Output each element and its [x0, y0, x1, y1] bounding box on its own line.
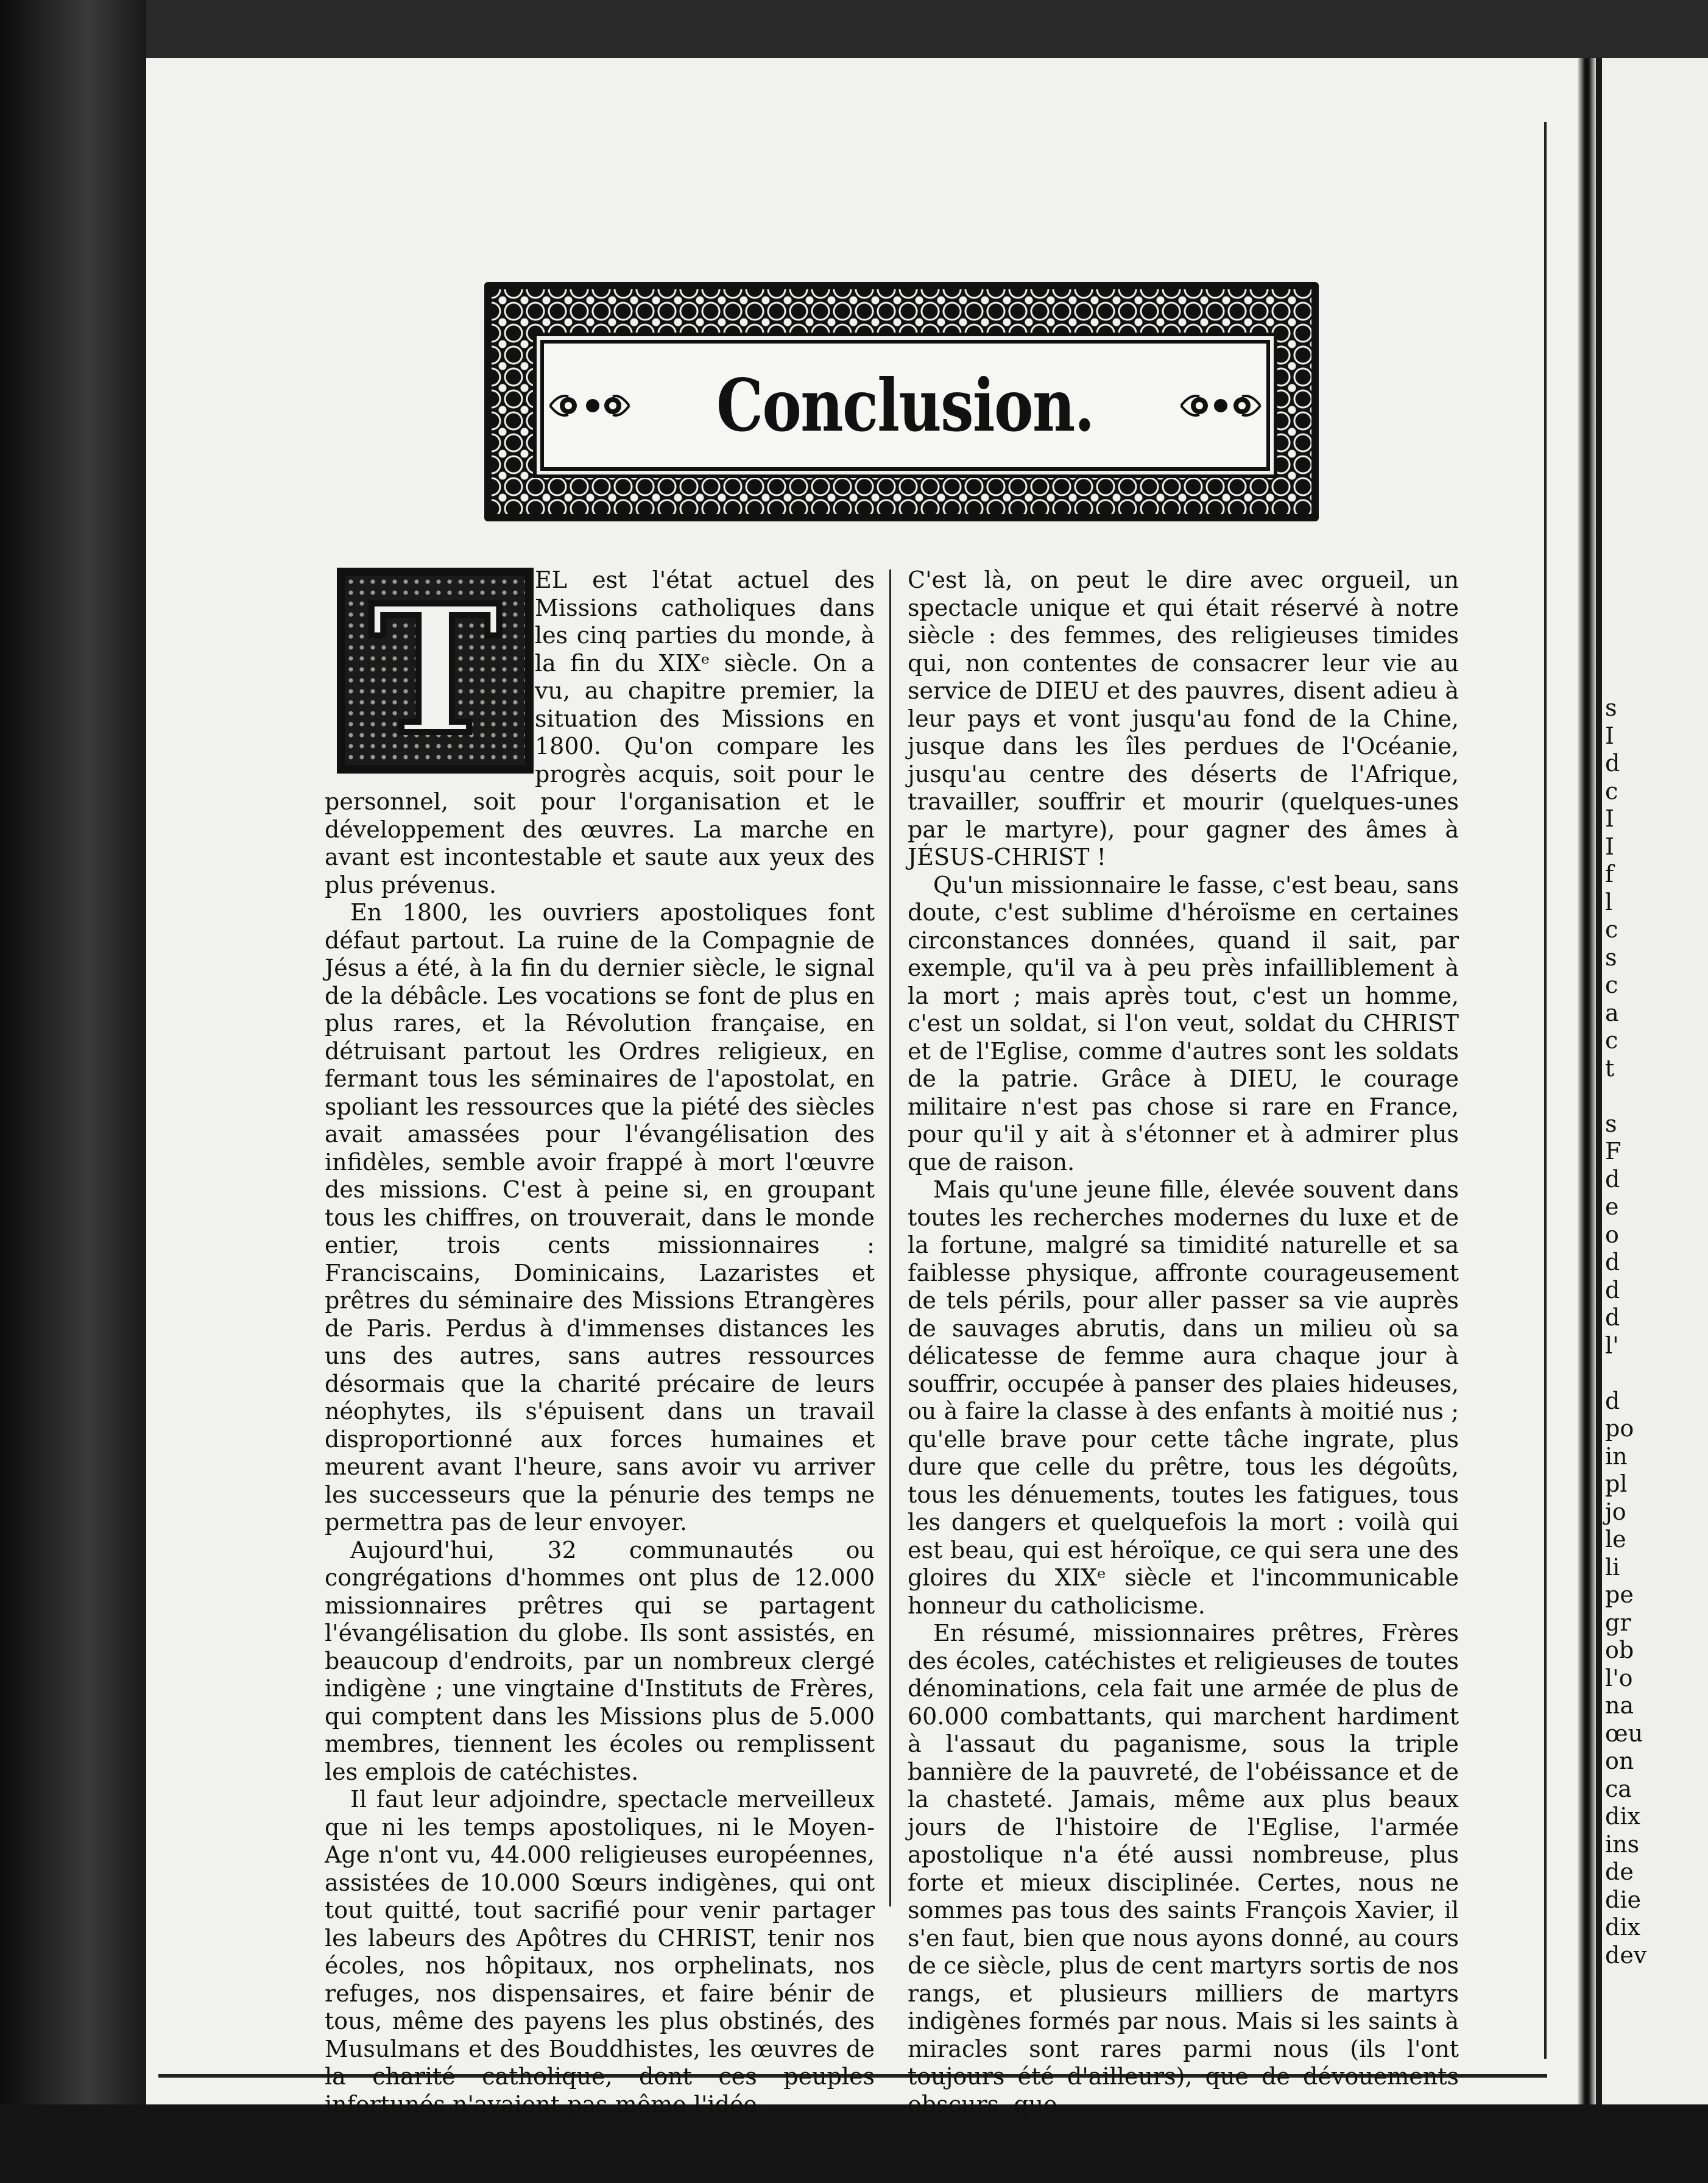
paragraph-2: En 1800, les ouvriers apostoliques font défaut partout. La ruine de la Compagnie de Jésus a été, à la fin du dernier siècle, le signal de la débâcle. Les vocations se font de plus en plus rares, et la Révolution française, en détruisant partout les Ordres religieux, en fermant tous les séminaires de l'apostolat, en spoliant les ressources que la piété des siècles avait amassées pour l'évangélisation des infidèles, semble avoir frappé à mort l'œuvre des missions. C'est à peine si, en groupant tous les chiffres, on trouverait, dans le monde entier, trois cents missionnaires : Franciscains, Dominicains, Lazaristes et prêtres du séminaire des Missions Etrangères de Paris. Perdus à d'immenses distances les uns des autres, sans autres ressources désormais que la charité précaire de leurs néophytes, ils s'épuisent dans un travail disproportionné aux forces humaines et meurent avant l'heure, sans avoir vu arriver les successeurs que la pénurie des temps ne permettra pas de leur envoyer. [325, 899, 875, 1536]
page-title: Conclusion. [716, 363, 1094, 448]
facing-page-text-fragments: s I d c I I f l c s c a c t s F d e o d d d l' d po in pl jo le li pe gr ob l'o na œu on ca dix ins de die dix dev [1605, 694, 1647, 1969]
title-frame [540, 340, 1270, 471]
scan-background-left [0, 0, 146, 2183]
drop-cap [337, 568, 534, 774]
book-gutter [1578, 58, 1596, 2104]
column-divider [889, 570, 891, 1906]
title-banner [484, 282, 1319, 521]
paragraph-4: Il faut leur adjoindre, spectacle merveilleux que ni les temps apostoliques, ni le Moyen-Age n'ont vu, 44.000 religieuses européennes, assistées de 10.000 Sœurs indigènes, qui ont tout quitté, tout sacrifié pour venir partager les labeurs des Apôtres du CHRIST, tenir nos écoles, nos hôpitaux, nos orphelinats, nos refuges, nos dispensaires, et faire bénir de tous, même des payens les plus obstinés, des Musulmans et des Bouddhistes, les œuvres de la charité catholique, dont ces peuples infortunés n'avaient pas même l'idée. [325, 1786, 875, 2118]
ornament-left-icon [547, 384, 632, 427]
ornament-right-icon [1178, 384, 1263, 427]
paragraph-1: EL est l'état actuel des Missions catholiques dans les cinq parties du monde, à la fin du XIXᵉ siècle. On a vu, au chapitre premier, la situation des Missions en 1800. Qu'on compare les progrès acquis, soit pour le personnel, soit pour l'organisation et le développement des œuvres. La marche en avant est incontestable et saute aux yeux des plus prévenus. [325, 566, 875, 898]
paragraph-3: Aujourd'hui, 32 communautés ou congrégations d'hommes ont plus de 12.000 missionnaires prêtres qui se partagent l'évangélisation du globe. Ils sont assistés, en beaucoup d'endroits, par un nombreux clergé indigène ; une vingtaine d'Instituts de Frères, qui comptent dans les Missions plus de 5.000 membres, tiennent les écoles ou remplissent les emplois de catéchistes. [325, 1536, 875, 1785]
paragraph-6: Qu'un missionnaire le fasse, c'est beau, sans doute, c'est sublime d'héroïsme en certaines circonstances données, quand il sait, par exemple, qu'il va à peu près infailliblement à la mort ; mais après tout, c'est un homme, c'est un soldat, si l'on veut, soldat du CHRIST et de l'Eglise, comme d'autres sont les soldats de la patrie. Grâce à DIEU, le courage militaire n'est pas chose si rare en France, pour qu'il y ait à s'étonner et à admirer plus que de raison. [908, 871, 1459, 1176]
page-edge-rule-right [1544, 122, 1547, 2059]
paragraph-5: C'est là, on peut le dire avec orgueil, un spectacle unique et qui était réservé à notre siècle : des femmes, des religieuses timides qui, non contentes de consacrer leur vie au service de DIEU et des pauvres, disent adieu à leur pays et vont jusqu'au fond de la Chine, jusque dans les îles perdues de l'Océanie, jusqu'au centre des déserts de l'Afrique, travailler, souffrir et mourir (quelques-unes par le martyre), pour gagner des âmes à JÉSUS-CHRIST ! [908, 566, 1459, 870]
left-column [325, 566, 875, 2118]
paragraph-8: En résumé, missionnaires prêtres, Frères des écoles, catéchistes et religieuses de toutes dénominations, cela fait une armée de plus de 60.000 combattants, qui marchent hardiment à l'assaut du paganisme, sous la triple bannière de la pauvreté, de l'obéissance et de la chasteté. Jamais, même aux plus beaux jours de l'histoire de l'Eglise, l'armée apostolique n'a été aussi nombreuse, plus forte et mieux disciplinée. Certes, nous ne sommes pas tous des saints François Xavier, il s'en faut, bien que nous ayons donné, au cours de ce siècle, plus de cent martyrs sortis de nos rangs, et plusieurs milliers de martyrs indigènes formés par nous. Mais si les saints à miracles sont rares parmi nous (ils l'ont toujours été d'ailleurs), que de dévouements obscurs, que [908, 1620, 1459, 2118]
right-column [908, 566, 1459, 2118]
paragraph-7: Mais qu'une jeune fille, élevée souvent dans toutes les recherches modernes du luxe et de la fortune, malgré sa timidité naturelle et sa faiblesse physique, affronte courageusement de tels périls, pour aller passer sa vie auprès de sauvages abrutis, dans un milieu où sa délicatesse de femme aura chaque jour à souffrir, occupée à panser des plaies hideuses, ou à faire la classe à des enfants à moitié nus ; qu'elle brave pour cette tâche ingrate, plus dure que celle du prêtre, tous les dégoûts, tous les dénuements, toutes les fatigues, tous les dangers et quelquefois la mort : voilà qui est beau, qui est héroïque, ce qui sera une des gloires du XIXᵉ siècle et l'incommunicable honneur du catholicisme. [908, 1176, 1459, 1619]
drop-cap-letter: T [369, 567, 501, 774]
